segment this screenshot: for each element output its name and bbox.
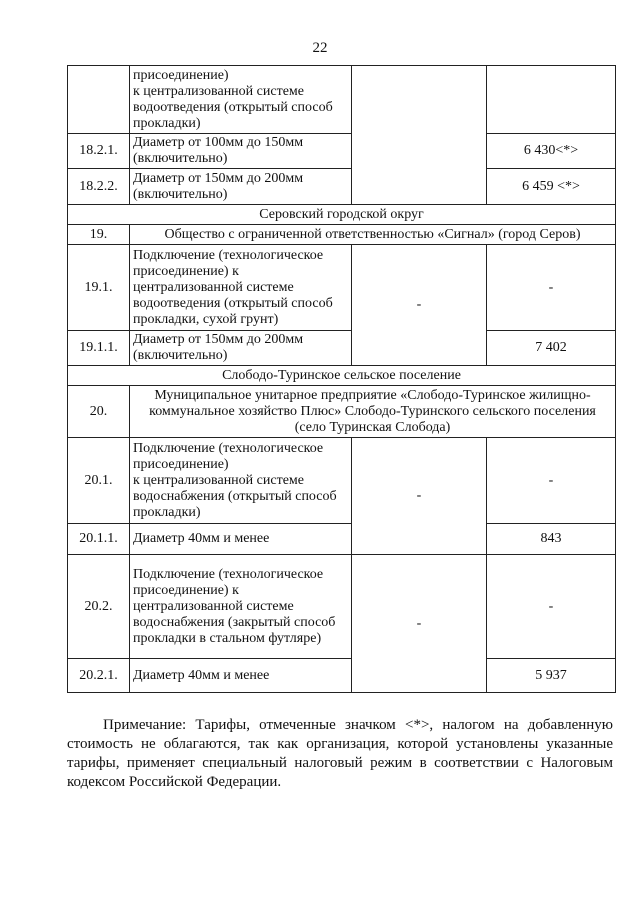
- table-row: [68, 659, 616, 693]
- section-title: Слободо-Туринское сельское поселение: [68, 366, 616, 386]
- row-description: Диаметр от 150мм до 200мм (включительно): [130, 169, 352, 205]
- section-header-row: [68, 205, 616, 225]
- row-number: 20.1.: [68, 438, 130, 524]
- row-description: Подключение (технологическое присоединение) к централизованной системе водоотведения (открытый способ прокладки, сухой грунт): [130, 245, 352, 331]
- connection-value: -: [352, 555, 487, 693]
- row-number: 19.1.: [68, 245, 130, 331]
- table-row: [68, 524, 616, 555]
- row-description: Диаметр от 100мм до 150мм (включительно): [130, 134, 352, 169]
- row-number: 20.: [68, 386, 130, 438]
- tariff-value: -: [487, 438, 616, 524]
- row-number: 20.2.1.: [68, 659, 130, 693]
- tariff-value: -: [487, 245, 616, 331]
- table-row: [68, 169, 616, 205]
- organization-name: Муниципальное унитарное предприятие «Слободо-Туринское жилищно-коммунальное хозяйство Плюс» Слободо-Туринского сельского поселения (село Туринская Слобода): [130, 386, 616, 438]
- row-number: 18.2.1.: [68, 134, 130, 169]
- row-description: Диаметр 40мм и менее: [130, 524, 352, 555]
- row-number: 20.2.: [68, 555, 130, 659]
- row-number: 18.2.2.: [68, 169, 130, 205]
- tariff-value: 6 430<*>: [487, 134, 616, 169]
- row-description: Диаметр 40мм и менее: [130, 659, 352, 693]
- section-header-row: [68, 366, 616, 386]
- table-row: [68, 555, 616, 659]
- table-row: [68, 438, 616, 524]
- row-number: 19.1.1.: [68, 331, 130, 366]
- table-row: [68, 245, 616, 331]
- tariff-value: 843: [487, 524, 616, 555]
- tariff-value: 7 402: [487, 331, 616, 366]
- tariff-value: 6 459 <*>: [487, 169, 616, 205]
- tariff-value: -: [487, 555, 616, 659]
- row-number: 19.: [68, 225, 130, 245]
- row-description: Подключение (технологическое присоединение) к централизованной системе водоснабжения (открытый способ прокладки): [133, 440, 337, 520]
- table-row: [68, 331, 616, 366]
- row-number-cell: [68, 66, 130, 134]
- tariff-table: [67, 65, 616, 693]
- organization-row: [68, 386, 616, 438]
- connection-value-cell: [352, 66, 487, 205]
- row-description: присоединение) к централизованной системе водоотведения (открытый способ прокладки): [133, 67, 333, 131]
- footnote: Примечание: Тарифы, отмеченные значком <*>, налогом на добавленную стоимость не облагаются, так как организация, которой установлены указанные тарифы, применяет специальный налоговый режим в соответствии с Налоговым кодексом Российской Федерации.: [67, 717, 613, 790]
- row-description: Подключение (технологическое присоединение) к централизованной системе водоснабжения (закрытый способ прокладки в стальном футляре): [130, 555, 352, 659]
- table-row: [68, 66, 616, 134]
- tariff-value: 5 937: [487, 659, 616, 693]
- connection-value: -: [352, 245, 487, 366]
- row-description-cell: [130, 66, 352, 134]
- row-description: Диаметр от 150мм до 200мм (включительно): [130, 331, 352, 366]
- connection-value: -: [352, 438, 487, 555]
- row-description-cell: [130, 438, 352, 524]
- organization-name: Общество с ограниченной ответственностью «Сигнал» (город Серов): [130, 225, 616, 245]
- row-number: 20.1.1.: [68, 524, 130, 555]
- section-title: Серовский городской округ: [68, 205, 616, 225]
- tariff-value-cell: [487, 66, 616, 134]
- table-row: [68, 134, 616, 169]
- page-number: 22: [312, 40, 328, 56]
- organization-row: [68, 225, 616, 245]
